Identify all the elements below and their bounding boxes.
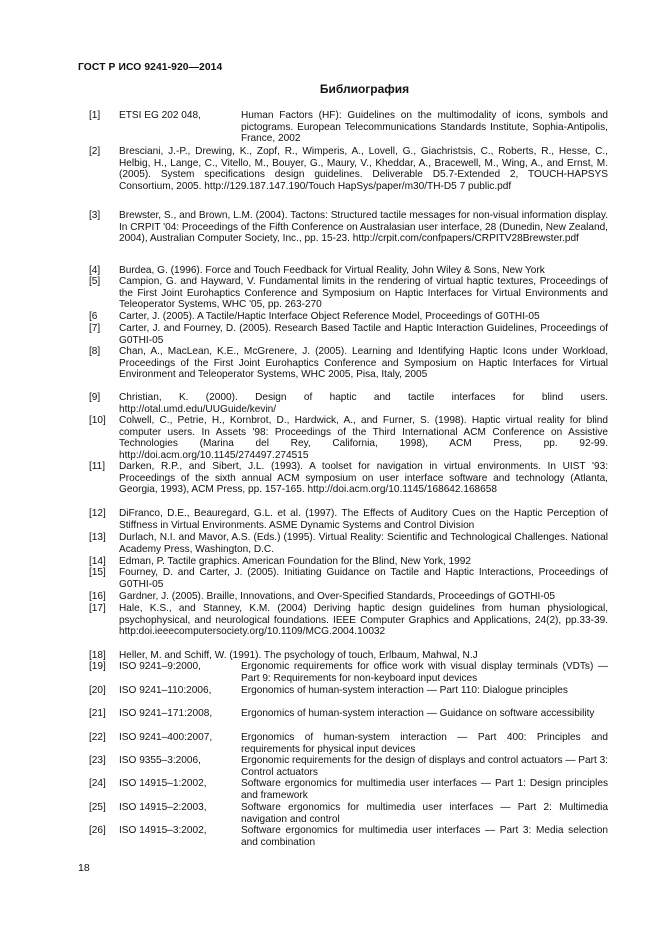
reference-number: [11] [89,461,106,472]
document-header: ГОСТ Р ИСО 9241-920—2014 [78,62,223,73]
reference-number: [6 [89,311,98,322]
reference-text: Software ergonomics for multimedia user interfaces — Part 2: Multimedia navigation and control [241,802,608,825]
reference-code: ISO 9241–171:2008, [119,708,213,719]
reference-code: ISO 14915–1:2002, [119,778,207,789]
reference-code: ISO 9241–9:2000, [119,661,201,672]
reference-number: [18] [89,650,106,661]
reference-code: ETSI EG 202 048, [119,110,201,121]
reference-number: [3] [89,210,101,221]
page-number: 18 [78,862,90,874]
reference-text: Campion, G. and Hayward, V. Fundamental limits in the rendering of virtual haptic textures, Proceedings of the First Joint Eurohaptics Conference and Symposium on Haptic Interfaces for Virtual Environments and Teleoperator Systems, WHC '05, pp. 263-270 [119,276,608,311]
reference-text: Fourney, D. and Carter, J. (2005). Initiating Guidance on Tactile and Haptic Interactions, Proceedings of G0THI-05 [119,567,608,590]
reference-number: [24] [89,778,106,789]
reference-number: [9] [89,392,101,403]
reference-number: [19] [89,661,106,672]
reference-number: [25] [89,802,106,813]
reference-number: [15] [89,567,106,578]
reference-text: Edman, P. Tactile graphics. American Foundation for the Blind, New York, 1992 [119,556,471,567]
reference-number: [22] [89,732,106,743]
reference-number: [2] [89,146,101,157]
reference-text: Chan, A., MacLean, K.E., McGrenere, J. (2005). Learning and Identifying Haptic Icons under Workload, Proceedings of the First Joint Eurohaptics Conference and Symposium on Haptic Interfaces for Virtual Environment and Teleoperator Systems, WHC 2005, Pisa, Italy, 2005 [119,346,608,381]
reference-text: Software ergonomics for multimedia user interfaces — Part 3: Media selection and combination [241,825,608,848]
reference-number: [7] [89,323,101,334]
reference-text: Ergonomic requirements for office work with visual display terminals (VDTs) — Part 9: Requirements for non-keyboard input devices [241,661,608,684]
reference-code: ISO 9355–3:2006, [119,755,201,766]
reference-number: [8] [89,346,101,357]
page-title: Библиография [319,82,410,96]
reference-number: [17] [89,603,106,614]
reference-code: ISO 14915–3:2002, [119,825,207,836]
reference-text: Durlach, N.I. and Mavor, A.S. (Eds.) (1995). Virtual Reality: Scientific and Technological Challenges. National Academy Press, Washington, D.C. [119,532,608,555]
reference-text: Hale, K.S., and Stanney, K.M. (2004) Deriving haptic design guidelines from human physiological, psychophysical, and neurological foundations. IEEE Computer Graphics and Applications, 24(2), pp.33-39. http:doi.ieeecomputersociety.org/10.1109/MCG.2004.10032 [119,603,608,638]
reference-text: Ergonomics of human-system interaction — Guidance on software accessibility [241,708,595,719]
reference-number: [26] [89,825,106,836]
reference-text: Brewster, S., and Brown, L.M. (2004). Tactons: Structured tactile messages for non-visual information display. In CRPIT '04: Proceedings of the Fifth Conference on Australasian user interface, 28 (Dunedin, New Zealand, 2004), Australian Computer Society, Inc., pp. 15-23. http://crpit.com/confpapers/CRPITV28Brewster.pdf [119,210,608,245]
reference-code: ISO 9241–400:2007, [119,732,213,743]
reference-text: Ergonomics of human-system interaction — Part 110: Dialogue principles [241,685,568,696]
reference-text: Christian, K. (2000). Design of haptic and tactile interfaces for blind users. http://otal.umd.edu/UUGuide/kevin/ [119,392,608,415]
reference-number: [20] [89,685,106,696]
reference-text: Burdea, G. (1996). Force and Touch Feedback for Virtual Reality, John Wiley & Sons, New York [119,265,545,276]
reference-number: [12] [89,508,106,519]
reference-text: DiFranco, D.E., Beauregard, G.L. et al. (1997). The Effects of Auditory Cues on the Haptic Perception of Stiffness in Virtual Environments. ASME Dynamic Systems and Control Division [119,508,608,531]
reference-text: Carter, J. (2005). A Tactile/Haptic Interface Object Reference Model, Proceedings of G0THI-05 [119,311,540,322]
reference-number: [21] [89,708,106,719]
reference-text: Heller, M. and Schiff, W. (1991). The psychology of touch, Erlbaum, Mahwal, N.J [119,650,478,661]
reference-text: Human Factors (HF): Guidelines on the multimodality of icons, symbols and pictograms. European Telecommunications Standards Institute, Sophia-Antipolis, France, 2002 [241,110,608,145]
reference-text: Colwell, C., Petrie, H., Kornbrot, D., Hardwick, A., and Furner, S. (1998). Haptic virtual reality for blind computer users. In Assets '98: Proceedings of the Third International ACM Conference on Assistive Technologies (Marina del Rey, California, 1998), ACM Press, pp. 92-99. http://doi.acm.org/10.1145/274497.274515 [119,415,608,462]
reference-code: ISO 14915–2:2003, [119,802,207,813]
reference-text: Ergonomic requirements for the design of displays and control actuators — Part 3: Control actuators [241,755,608,778]
reference-code: ISO 9241–110:2006, [119,685,212,696]
reference-number: [16] [89,591,106,602]
reference-number: [23] [89,755,106,766]
reference-text: Bresciani, J.-P., Drewing, K., Zopf, R., Wimperis, A., Lovell, G., Giachristsis, C., Roberts, R., Hesse, C., Helbig, H., Lange, C., Vitello, M., Bouyer, G., Maury, V., Kheddar, A., Bracewell, M., Wing, A., and Ernst, M. (2005). System specifications design guidelines. Deliverable D5.7-Extended 2, TOUCH-HAPSYS Consortium, 2005. http://129.187.147.190/Touch HapSys/paper/m30/TH-D5 7 public.pdf [119,146,608,193]
reference-text: Ergonomics of human-system interaction — Part 400: Principles and requirements for physical input devices [241,732,608,755]
reference-text: Carter, J. and Fourney, D. (2005). Research Based Tactile and Haptic Interaction Guidelines, Proceedings of G0THI-05 [119,323,608,346]
reference-number: [4] [89,265,101,276]
reference-text: Software ergonomics for multimedia user interfaces — Part 1: Design principles and framework [241,778,608,801]
reference-number: [10] [89,415,106,426]
reference-number: [5] [89,276,101,287]
reference-text: Darken, R.P., and Sibert, J.L. (1993). A toolset for navigation in virtual environments. In UIST '93: Proceedings of the sixth annual ACM symposium on user interface software and technology (Atlanta, Georgia, 1993), ACM Press, pp. 157-165. http://doi.acm.org/10.1145/168642.168658 [119,461,608,496]
reference-number: [14] [89,556,106,567]
reference-text: Gardner, J. (2005). Braille, Innovations, and Over-Specified Standards, Proceedings of GOTHI-05 [119,591,555,602]
reference-number: [13] [89,532,106,543]
reference-number: [1] [89,110,101,121]
